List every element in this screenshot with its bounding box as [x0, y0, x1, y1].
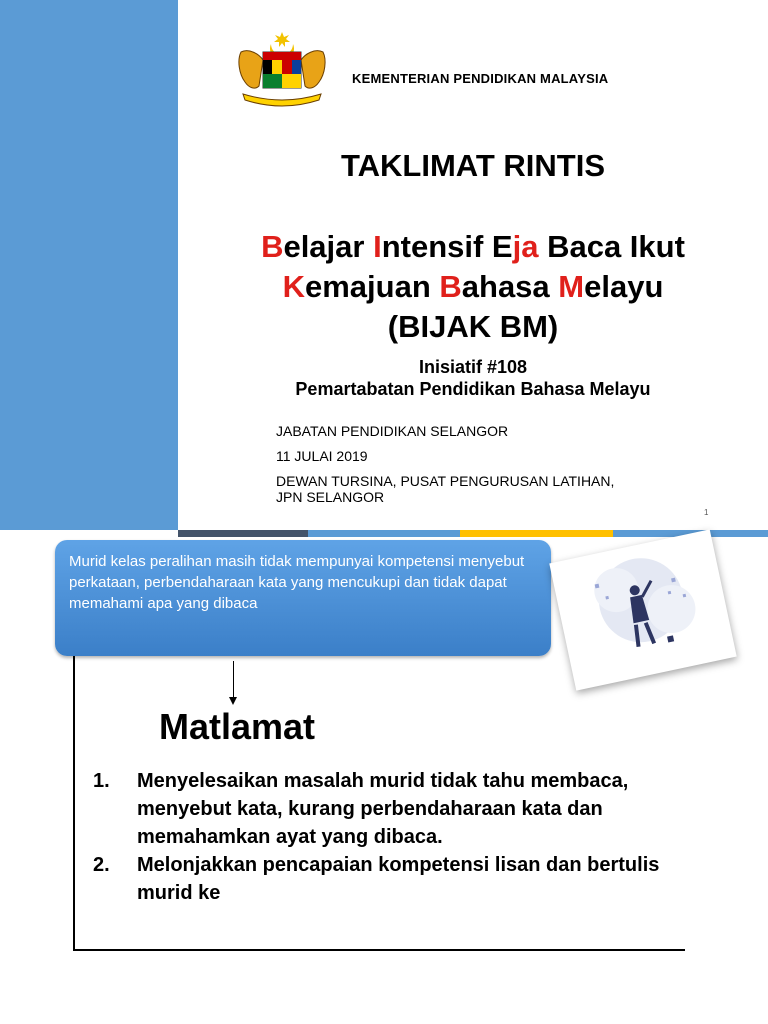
program-name-text: ahasa [461, 269, 559, 304]
list-item [93, 851, 683, 907]
down-arrow-head-icon [229, 697, 237, 705]
program-acronym: (BIJAK BM) [387, 309, 559, 344]
slide-title: TAKLIMAT RINTIS [340, 148, 606, 183]
department-name: JABATAN PENDIDIKAN SELANGOR [276, 423, 509, 439]
highlight-letter: ja [512, 229, 539, 264]
program-name-text: emajuan [304, 269, 440, 304]
initiative-block [178, 356, 768, 400]
presentation-details [276, 423, 614, 514]
presentation-date: 11 JULAI 2019 [276, 448, 368, 464]
footer-strip-blue [308, 530, 460, 537]
goal-heading: Matlamat [159, 706, 316, 747]
problem-statement-box: Murid kelas peralihan masih tidak mempunyai kompetensi menyebut perkataan, perbendaharaan kata yang mencukupi dan tidak dapat memahami apa yang dibaca [55, 540, 551, 656]
page-number: 1 [704, 508, 709, 517]
highlight-letter: K [282, 269, 305, 304]
venue-line-2: JPN SELANGOR [276, 489, 385, 505]
list-item-text: Menyelesaikan masalah murid tidak tahu membaca, menyebut kata, kurang perbendaharaan kata dan memahamkan ayat yang dibaca. [137, 770, 629, 848]
ministry-name: KEMENTERIAN PENDIDIKAN MALAYSIA [352, 71, 609, 86]
footer-strip-gold [460, 530, 613, 537]
initiative-number: Inisiatif #108 [418, 357, 528, 377]
venue-line-1: DEWAN TURSINA, PUSAT PENGURUSAN LATIHAN, [276, 473, 615, 489]
highlight-letter: M [558, 269, 585, 304]
program-name-line-2 [178, 267, 768, 307]
list-item-text: Melonjakkan pencapaian kompetensi lisan dan bertulis murid ke [137, 854, 660, 904]
program-name-text: elayu [584, 269, 664, 304]
list-item-number: 2. [93, 854, 110, 876]
list-item-number: 1. [93, 770, 110, 792]
highlight-letter: B [261, 229, 284, 264]
highlight-letter: B [439, 269, 462, 304]
program-name [178, 227, 768, 347]
venue [276, 473, 614, 505]
program-name-text: elajar [283, 229, 374, 264]
person-illustration-icon [549, 529, 736, 690]
goal-list [93, 767, 683, 907]
side-color-bar [0, 0, 178, 530]
program-name-text: ntensif E [381, 229, 513, 264]
footer-strip-navy [178, 530, 308, 537]
program-name-text: Baca Ikut [538, 229, 685, 264]
list-item [93, 767, 683, 851]
down-arrow-icon [233, 661, 234, 699]
frame-left-line [73, 656, 75, 950]
program-name-line-1 [178, 227, 768, 267]
initiative-name: Pemartabatan Pendidikan Bahasa Melayu [295, 379, 651, 399]
malaysia-coat-of-arms-icon [233, 30, 331, 108]
highlight-letter: I [373, 229, 382, 264]
frame-bottom-line [73, 949, 685, 951]
